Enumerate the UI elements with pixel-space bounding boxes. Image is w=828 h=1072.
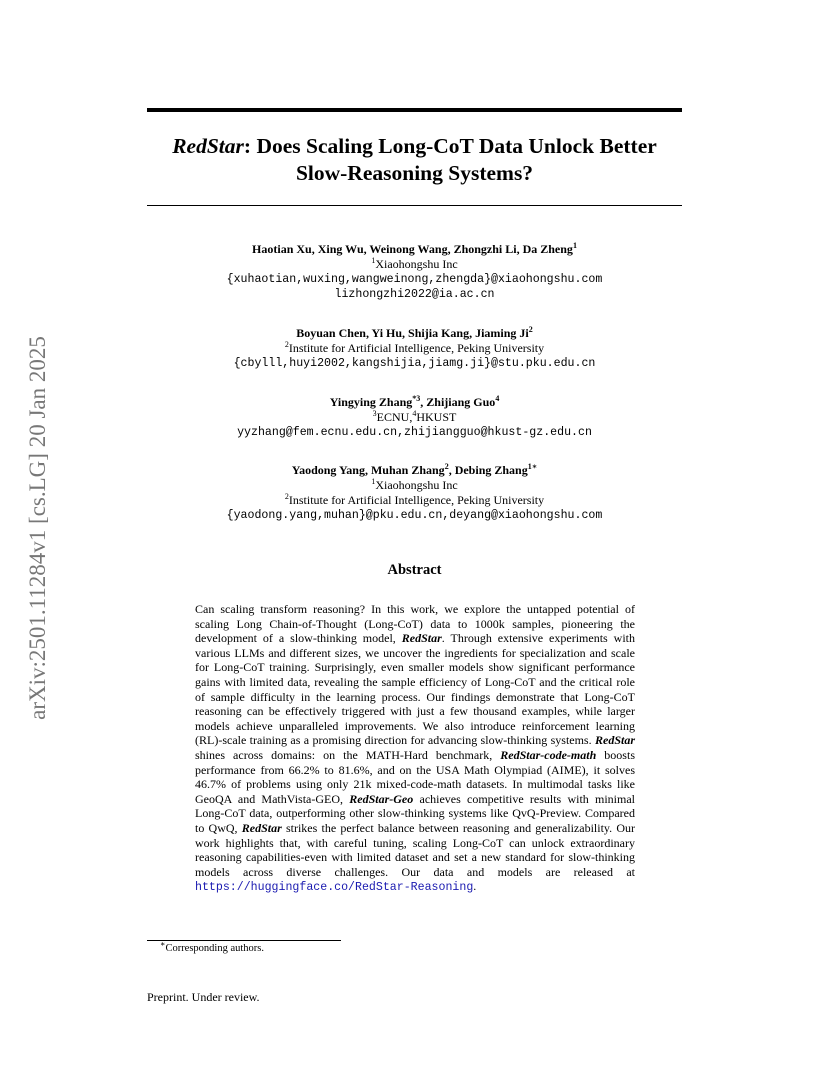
author-names: Haotian Xu, Xing Wu, Weinong Wang, Zhongzhi Li, Da Zheng$^1$ — [252, 241, 577, 256]
preprint-notice: Preprint. Under review. — [147, 990, 260, 1004]
author-group-4 — [147, 463, 682, 523]
dataset-link[interactable]: https://huggingface.co/RedStar-Reasoning — [195, 881, 474, 895]
author-email: lizhongzhi2022@ia.ac.cn — [334, 288, 495, 301]
author-group-3 — [147, 395, 682, 440]
title-bottom-rule — [147, 205, 682, 206]
author-names: Boyuan Chen, Yi Hu, Shijia Kang, Jiaming Ji$^2$ — [296, 325, 533, 340]
author-email: {xuhaotian,wuxing,wangweinong,zhengda}@xiaohongshu.com — [226, 273, 603, 286]
affiliation: $^2$Institute for Artificial Intelligence, Peking University — [284, 492, 545, 507]
affiliation: $^2$Institute for Artificial Intelligence, Peking University — [284, 340, 545, 355]
paper-title: RedStar: Does Scaling Long-CoT Data Unlock Better Slow-Reasoning Systems? — [172, 134, 657, 185]
author-email: {yaodong.yang,muhan}@pku.edu.cn,deyang@xiaohongshu.com — [226, 509, 603, 522]
abstract-body: Can scaling transform reasoning? In this work, we explore the untapped potential of scaling Long Chain-of-Thought (Long-CoT) data to 1000k samples, pioneering the development of a slow-thinking model, RedStar. Through extensive experiments with various LLMs and different sizes, we uncover the ingredients for specialization and scale for Long-CoT training. Surprisingly, even smaller models show significant performance gains with limited data, revealing the sample efficiency of Long-CoT and the critical role of sample difficulty in the learning process. Our findings demonstrate that Long-CoT reasoning can be effectively triggered with just a few thousand examples, while larger models achieve unparalleled improvements. We also introduce reinforcement learning (RL)-scale training as a promising direction for advancing slow-thinking systems. RedStar shines across domains: on the MATH-Hard benchmark, RedStar-code-math boosts performance from 66.2% to 81.6%, and on the USA Math Olympiad (AIME), it solves 46.7% of problems using only 21k mixed-code-math datasets. In multimodal tasks like GeoQA and MathVista-GEO, RedStar-Geo achieves competitive results with minimal Long-CoT data, outperforming other slow-thinking systems like QvQ-Preview. Compared to QwQ, RedStar strikes the perfect balance between reasoning and generalizability. Our work highlights that, with careful tuning, scaling Long-CoT can unlock extraordinary reasoning capabilities-even with limited dataset and set a new standard for slow-thinking models across diverse challenges. Our data and models are released at https://huggingface.co/RedStar-Reasoning. — [195, 602, 635, 895]
affiliation: $^1$Xiaohongshu Inc — [371, 256, 458, 271]
author-group-1 — [147, 242, 682, 302]
author-email: {cbylll,huyi2002,kangshijia,jiamg.ji}@stu.pku.edu.cn — [233, 357, 596, 370]
footnote-rule — [147, 940, 341, 941]
author-names: Yingying Zhang$^{*3}$, Zhijiang Guo$^4$ — [329, 394, 500, 409]
title-top-rule — [147, 108, 682, 112]
affiliation: $^3$ECNU,$^4$HKUST — [372, 409, 457, 424]
abstract-heading: Abstract — [387, 562, 442, 578]
footnote: ∗Corresponding authors. — [160, 939, 265, 954]
author-names: Yaodong Yang, Muhan Zhang$^2$, Debing Zhang$^{1∗}$ — [291, 462, 538, 477]
author-group-2 — [147, 326, 682, 371]
affiliation: $^1$Xiaohongshu Inc — [371, 477, 458, 492]
author-email: yyzhang@fem.ecnu.edu.cn,zhijiangguo@hkust-gz.edu.cn — [237, 426, 592, 439]
